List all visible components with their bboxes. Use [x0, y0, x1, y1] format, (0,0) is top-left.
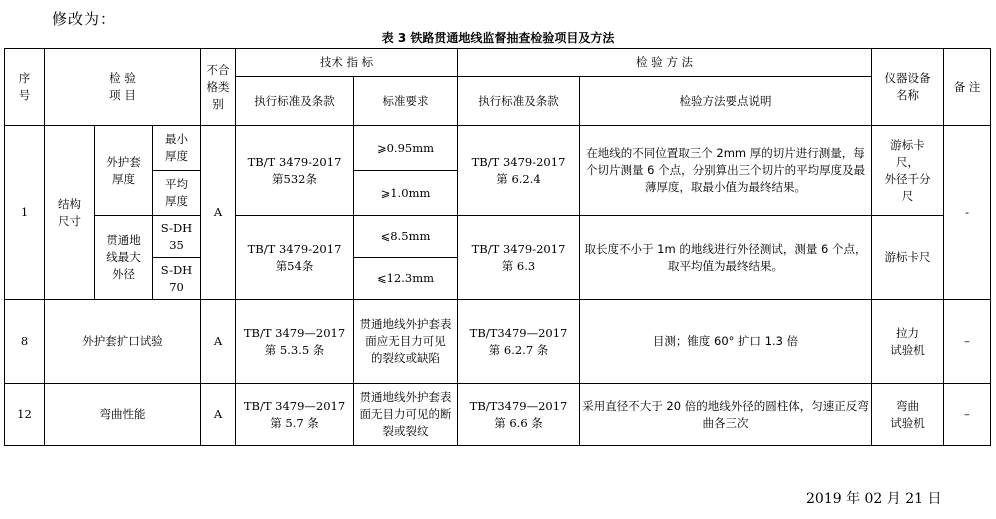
header-test-method: 检 验 方 法 — [458, 49, 872, 77]
row1-a-method-desc: 在地线的不同位置取三个 2mm 厚的切片进行测量，每个切片测量 6 个点，分别算出三个切片的平均厚度及最薄厚度，取最小值为最终结果。 — [580, 126, 872, 216]
table-row — [5, 216, 991, 258]
row1-sub-b: 贯通地 线最大 外径 — [95, 216, 153, 300]
document-date: 2019 年 02 月 21 日 — [806, 491, 942, 507]
row8-seq: 8 — [5, 300, 45, 384]
table-row — [5, 300, 991, 384]
row1-a-std: TB/T 3479-2017 第532条 — [236, 126, 354, 216]
row8-method-desc: 目测；锥度 60° 扩口 1.3 倍 — [580, 300, 872, 384]
header-fail-category: 不合 格类 别 — [201, 49, 236, 126]
table-row — [5, 384, 991, 446]
table-caption: 表 3 铁路贯通地线监督抽查检验项目及方法 — [381, 31, 615, 45]
table-row — [5, 126, 991, 171]
row1-b-method-desc: 取长度不小于 1m 的地线进行外径测试，测量 6 个点， 取平均值为最终结果。 — [580, 216, 872, 300]
header-std-requirement: 标准要求 — [354, 77, 458, 126]
row8-remarks: – — [944, 300, 991, 384]
row8-item: 外护套扩口试验 — [45, 300, 201, 384]
row1-a-req-min: ⩾0.95mm — [354, 126, 458, 171]
section-heading: 修改为： — [52, 10, 117, 28]
header-remarks: 备 注 — [944, 49, 991, 126]
row1-sub-b-35: S-DH 35 — [153, 216, 201, 258]
row1-category: A — [201, 126, 236, 300]
row1-b-instrument: 游标卡尺 — [872, 216, 944, 300]
row1-b-req-70: ⩽12.3mm — [354, 258, 458, 300]
header-row-top — [5, 49, 991, 77]
row12-remarks: – — [944, 384, 991, 446]
row12-method-std: TB/T3479—2017 第 6.6 条 — [458, 384, 580, 446]
header-seq: 序 号 — [5, 49, 45, 126]
header-instrument: 仪器设备 名称 — [872, 49, 944, 126]
row12-seq: 12 — [5, 384, 45, 446]
row1-b-std: TB/T 3479-2017 第54条 — [236, 216, 354, 300]
row1-b-req-35: ⩽8.5mm — [354, 216, 458, 258]
row8-category: A — [201, 300, 236, 384]
row12-method-desc: 采用直径不大于 20 倍的地线外径的圆柱体，匀速正反弯曲各三次 — [580, 384, 872, 446]
row1-group: 结构 尺寸 — [45, 126, 95, 300]
row12-instrument: 弯曲 试验机 — [872, 384, 944, 446]
row12-std: TB/T 3479—2017 第 5.7 条 — [236, 384, 354, 446]
row8-std: TB/T 3479—2017 第 5.3.5 条 — [236, 300, 354, 384]
row12-req: 贯通地线外护套表 面无目力可见的断 裂或裂纹 — [354, 384, 458, 446]
row1-a-instrument: 游标卡 尺， 外径千分 尺 — [872, 126, 944, 216]
header-std-clause: 执行标准及条款 — [236, 77, 354, 126]
row1-sub-a-avg: 平均 厚度 — [153, 171, 201, 216]
row1-sub-b-70: S-DH 70 — [153, 258, 201, 300]
header-item: 检 验 项 目 — [45, 49, 201, 126]
inspection-table — [4, 48, 991, 446]
header-method-std-clause: 执行标准及条款 — [458, 77, 580, 126]
row1-b-method-std: TB/T 3479-2017 第 6.3 — [458, 216, 580, 300]
row1-sub-a-min: 最小 厚度 — [153, 126, 201, 171]
row1-a-method-std: TB/T 3479-2017 第 6.2.4 — [458, 126, 580, 216]
header-tech-spec: 技术 指 标 — [236, 49, 458, 77]
row8-req: 贯通地线外护套表 面应无目力可见 的裂纹或缺陷 — [354, 300, 458, 384]
row1-sub-a: 外护套 厚度 — [95, 126, 153, 216]
row1-remarks: - — [944, 126, 991, 300]
row1-seq: 1 — [5, 126, 45, 300]
row8-method-std: TB/T3479—2017 第 6.2.7 条 — [458, 300, 580, 384]
row12-item: 弯曲性能 — [45, 384, 201, 446]
row12-category: A — [201, 384, 236, 446]
row1-a-req-avg: ⩾1.0mm — [354, 171, 458, 216]
row8-instrument: 拉力 试验机 — [872, 300, 944, 384]
header-method-desc: 检验方法要点说明 — [580, 77, 872, 126]
